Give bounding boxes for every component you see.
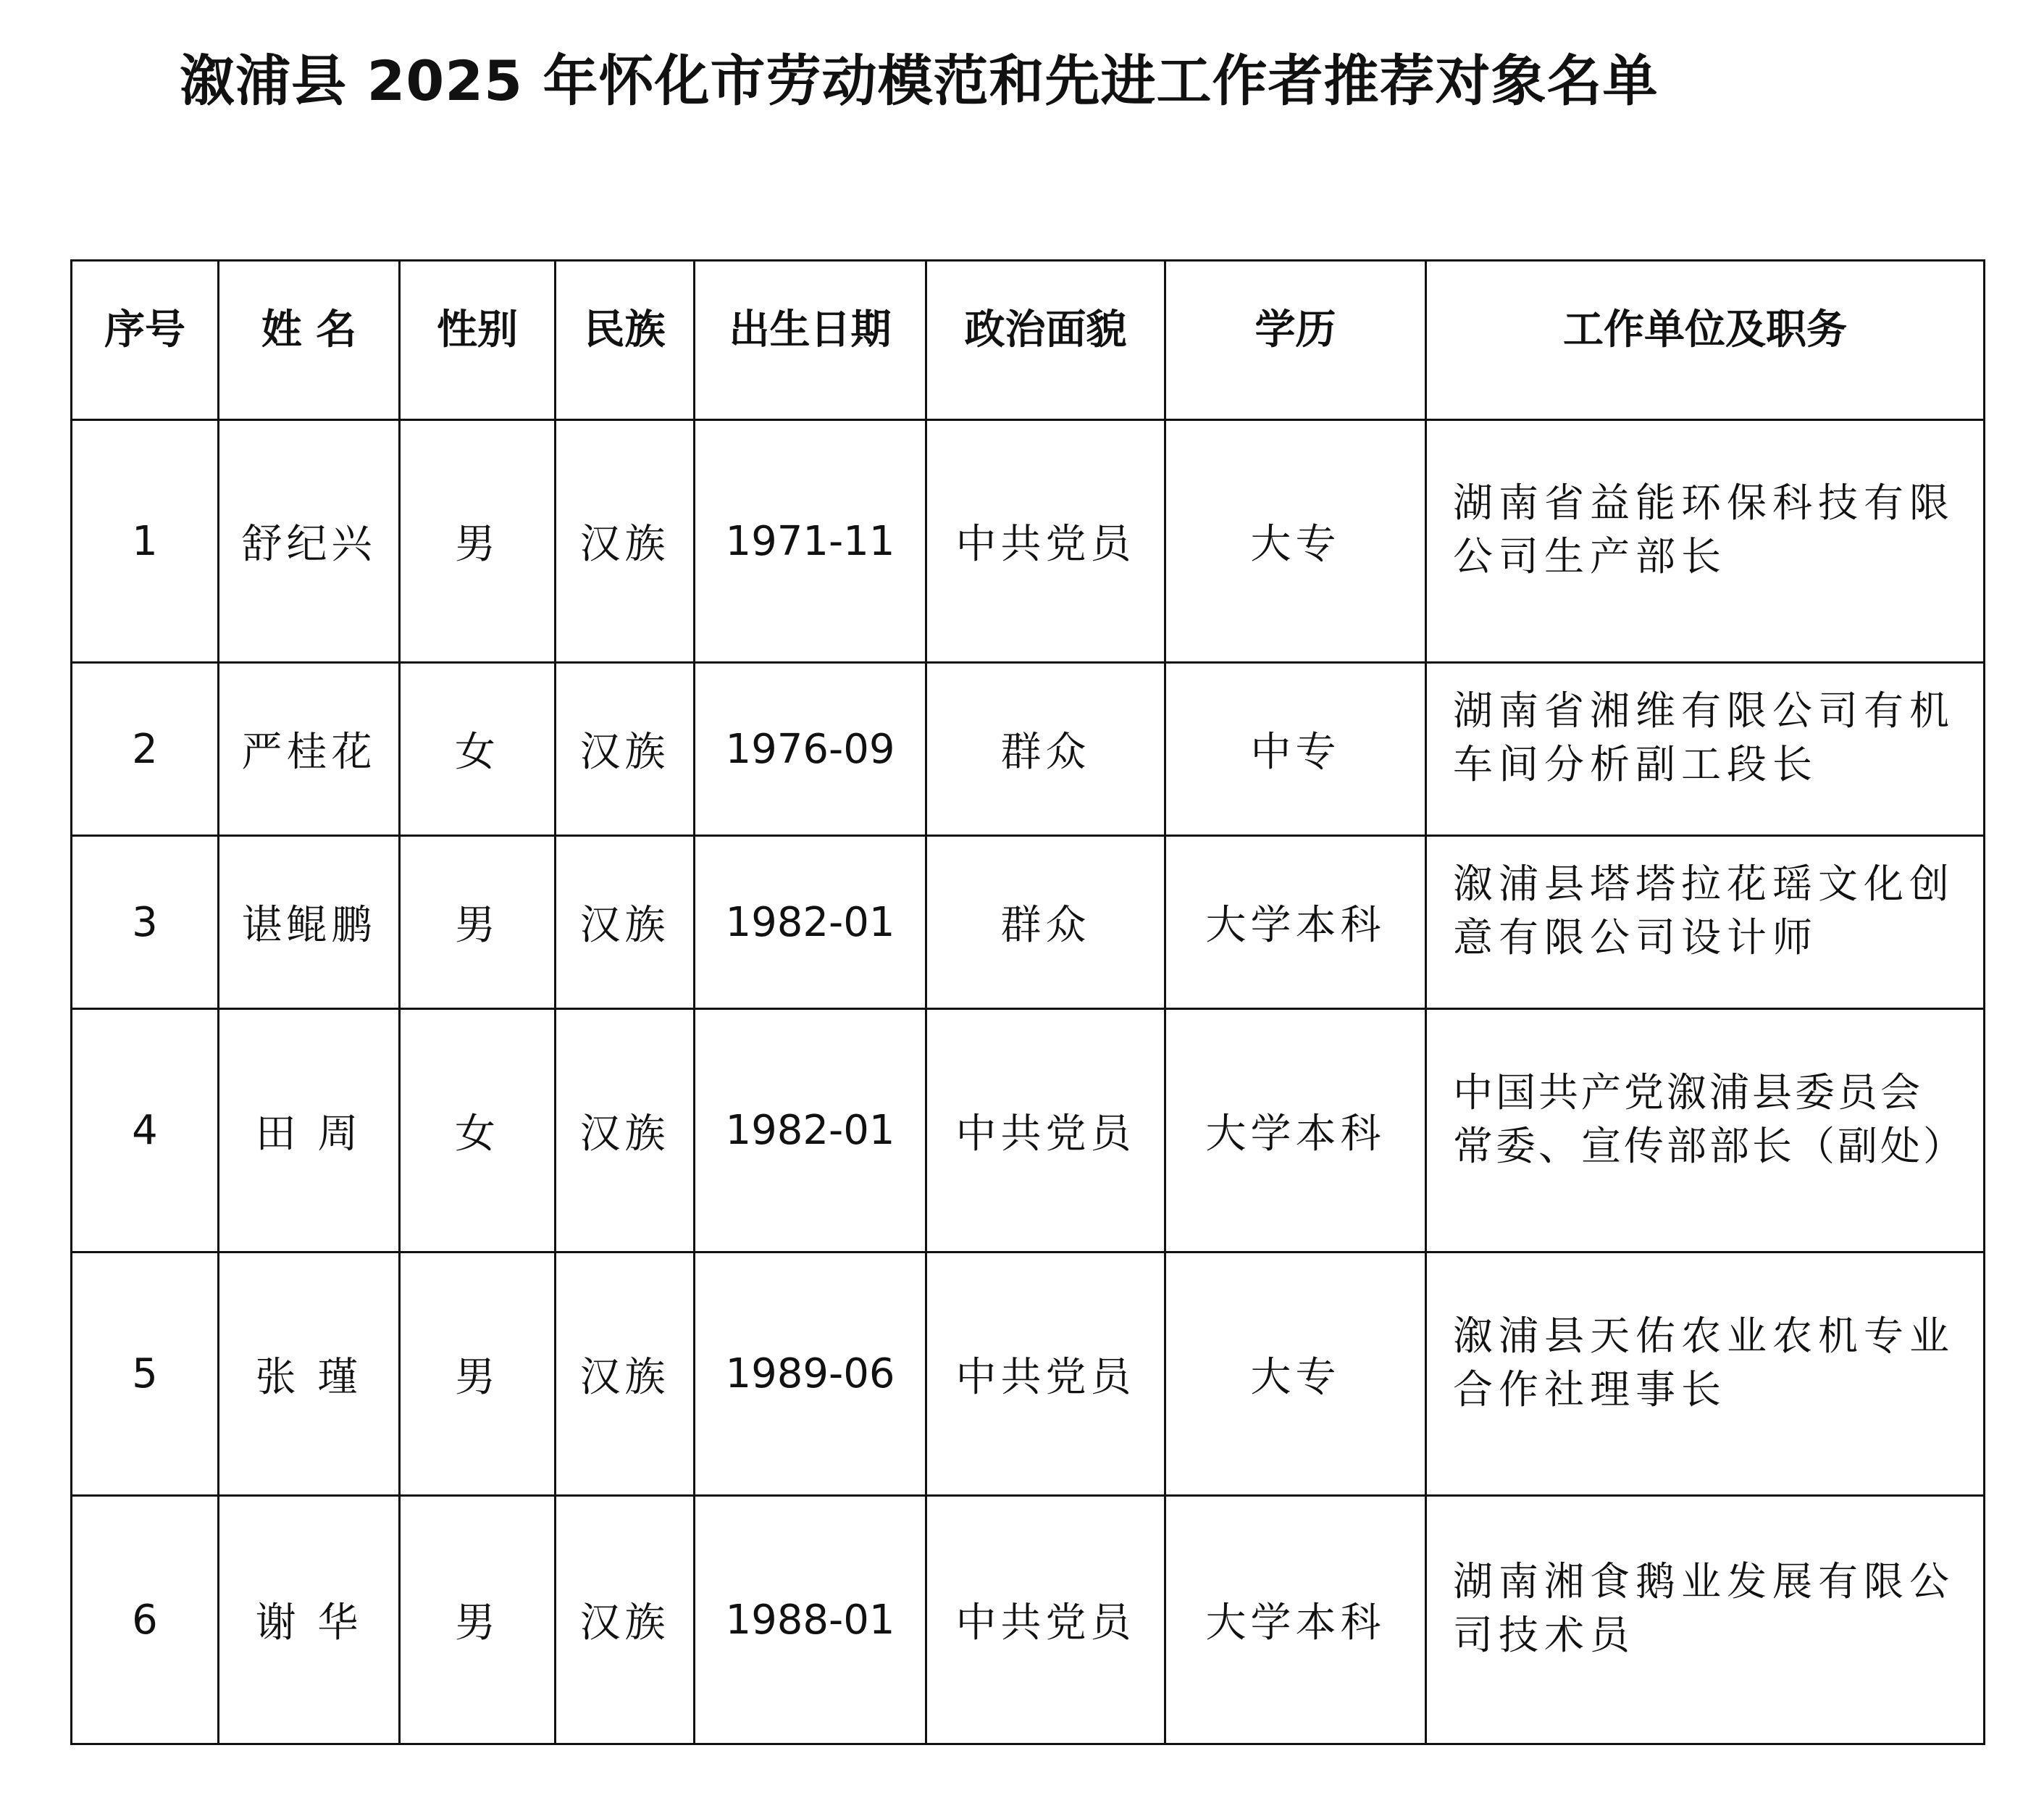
cell-workplace-position [1426, 1496, 1985, 1744]
header-political-status: 政治面貌 [926, 261, 1165, 420]
cell-ethnicity: 汉族 [556, 420, 695, 663]
cell-education: 大学本科 [1165, 1009, 1426, 1252]
cell-political-status: 中共党员 [926, 1009, 1165, 1252]
cell-political-status: 中共党员 [926, 420, 1165, 663]
cell-name: 谢 华 [219, 1496, 400, 1744]
cell-index: 4 [72, 1009, 219, 1252]
cell-education: 大专 [1165, 1252, 1426, 1496]
table-row [72, 663, 1985, 836]
header-name: 姓 名 [219, 261, 400, 420]
cell-workplace-position [1426, 836, 1985, 1009]
cell-political-status: 中共党员 [926, 1252, 1165, 1496]
workplace-text: 溆浦县天佑农业农机专业 合作社理事长 [1453, 1312, 1956, 1413]
cell-ethnicity: 汉族 [556, 1496, 695, 1744]
cell-gender: 女 [400, 1009, 556, 1252]
cell-index: 1 [72, 420, 219, 663]
header-workplace-position: 工作单位及职务 [1426, 261, 1985, 420]
table-row [72, 836, 1985, 1009]
header-gender: 性别 [400, 261, 556, 420]
cell-birth-date: 1971-11 [695, 420, 926, 663]
table-row [72, 1009, 1985, 1252]
table-row [72, 1496, 1985, 1744]
cell-education: 大学本科 [1165, 1496, 1426, 1744]
header-birth-date: 出生日期 [695, 261, 926, 420]
cell-name: 张 瑾 [219, 1252, 400, 1496]
workplace-text: 中国共产党溆浦县委员会 常委、宣传部部长（副处） [1453, 1068, 1966, 1169]
cell-index: 3 [72, 836, 219, 1009]
cell-birth-date: 1976-09 [695, 663, 926, 836]
cell-index: 6 [72, 1496, 219, 1744]
workplace-text: 溆浦县塔塔拉花瑶文化创 意有限公司设计师 [1453, 861, 1956, 961]
page-title: 溆浦县 2025 年怀化市劳动模范和先进工作者推荐对象名单 [180, 49, 1659, 113]
cell-workplace-position [1426, 420, 1985, 663]
cell-name: 严桂花 [219, 663, 400, 836]
cell-name: 田 周 [219, 1009, 400, 1252]
cell-education: 大专 [1165, 420, 1426, 663]
cell-index: 5 [72, 1252, 219, 1496]
cell-birth-date: 1988-01 [695, 1496, 926, 1744]
header-education: 学历 [1165, 261, 1426, 420]
nominee-table [70, 259, 1985, 1745]
cell-education: 大学本科 [1165, 836, 1426, 1009]
cell-name: 舒纪兴 [219, 420, 400, 663]
cell-education: 中专 [1165, 663, 1426, 836]
cell-gender: 男 [400, 1496, 556, 1744]
cell-political-status: 群众 [926, 836, 1165, 1009]
cell-ethnicity: 汉族 [556, 1252, 695, 1496]
cell-birth-date: 1982-01 [695, 1009, 926, 1252]
cell-political-status: 群众 [926, 663, 1165, 836]
cell-workplace-position [1426, 663, 1985, 836]
workplace-text: 湖南省益能环保科技有限 公司生产部长 [1453, 480, 1956, 580]
table-row [72, 420, 1985, 663]
cell-birth-date: 1982-01 [695, 836, 926, 1009]
cell-gender: 男 [400, 1252, 556, 1496]
cell-index: 2 [72, 663, 219, 836]
header-index: 序号 [72, 261, 219, 420]
header-ethnicity: 民族 [556, 261, 695, 420]
cell-ethnicity: 汉族 [556, 1009, 695, 1252]
cell-gender: 男 [400, 836, 556, 1009]
cell-ethnicity: 汉族 [556, 663, 695, 836]
cell-name: 谌鲲鹏 [219, 836, 400, 1009]
table-header-row [72, 261, 1985, 420]
table-row [72, 1252, 1985, 1496]
cell-gender: 女 [400, 663, 556, 836]
cell-ethnicity: 汉族 [556, 836, 695, 1009]
cell-gender: 男 [400, 420, 556, 663]
cell-workplace-position [1426, 1252, 1985, 1496]
cell-political-status: 中共党员 [926, 1496, 1165, 1744]
cell-workplace-position [1426, 1009, 1985, 1252]
cell-birth-date: 1989-06 [695, 1252, 926, 1496]
workplace-text: 湖南省湘维有限公司有机 车间分析副工段长 [1453, 687, 1956, 787]
workplace-text: 湖南湘食鹅业发展有限公 司技术员 [1453, 1558, 1956, 1658]
